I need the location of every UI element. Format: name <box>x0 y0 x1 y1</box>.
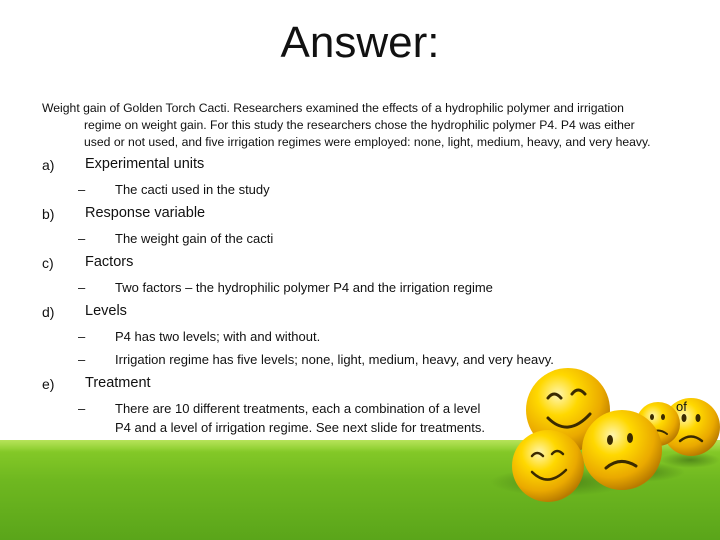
bullet-dash: – <box>78 401 86 416</box>
smiley-face-icon <box>512 430 584 502</box>
bullet-dash: – <box>78 280 86 295</box>
answer-treatment-line-1: There are 10 different treatments, each a combination of a level <box>115 401 481 416</box>
answer-treatment-line-2: P4 and a level of irrigation regime. See next slide for treatments. <box>115 420 485 435</box>
intro-line-3: used or not used, and five irrigation regimes were employed: none, light, medium, heavy, and very heavy. <box>84 135 651 149</box>
item-label-e: e) <box>42 376 55 392</box>
intro-line-1: Weight gain of Golden Torch Cacti. Researchers examined the effects of a hydrophilic polymer and irrigation <box>42 101 624 115</box>
item-label-a: a) <box>42 157 55 173</box>
intro-line-2: regime on weight gain. For this study the researchers chose the hydrophilic polymer P4. P4 was either <box>84 118 635 132</box>
overflow-text-of: of <box>676 399 687 414</box>
item-title-treatment: Treatment <box>85 375 151 391</box>
item-title-response-variable: Response variable <box>85 205 206 221</box>
item-label-b: b) <box>42 206 55 222</box>
item-label-c: c) <box>42 255 54 271</box>
slide-title: Answer: <box>280 18 440 67</box>
bullet-dash: – <box>78 182 86 197</box>
bullet-dash: – <box>78 352 86 367</box>
item-title-factors: Factors <box>85 254 134 270</box>
bullet-dash: – <box>78 231 86 246</box>
answer-levels-p4: P4 has two levels; with and without. <box>115 329 321 344</box>
item-label-d: d) <box>42 304 55 320</box>
answer-response-variable: The weight gain of the cacti <box>115 231 274 246</box>
sad-face-icon <box>582 410 662 490</box>
answer-experimental-units: The cacti used in the study <box>115 182 270 197</box>
item-title-levels: Levels <box>85 303 127 319</box>
bullet-dash: – <box>78 329 86 344</box>
answer-levels-irrigation: Irrigation regime has five levels; none, light, medium, heavy, and very heavy. <box>115 352 554 367</box>
answer-factors: Two factors – the hydrophilic polymer P4 and the irrigation regime <box>115 280 493 295</box>
item-title-experimental-units: Experimental units <box>85 156 205 172</box>
